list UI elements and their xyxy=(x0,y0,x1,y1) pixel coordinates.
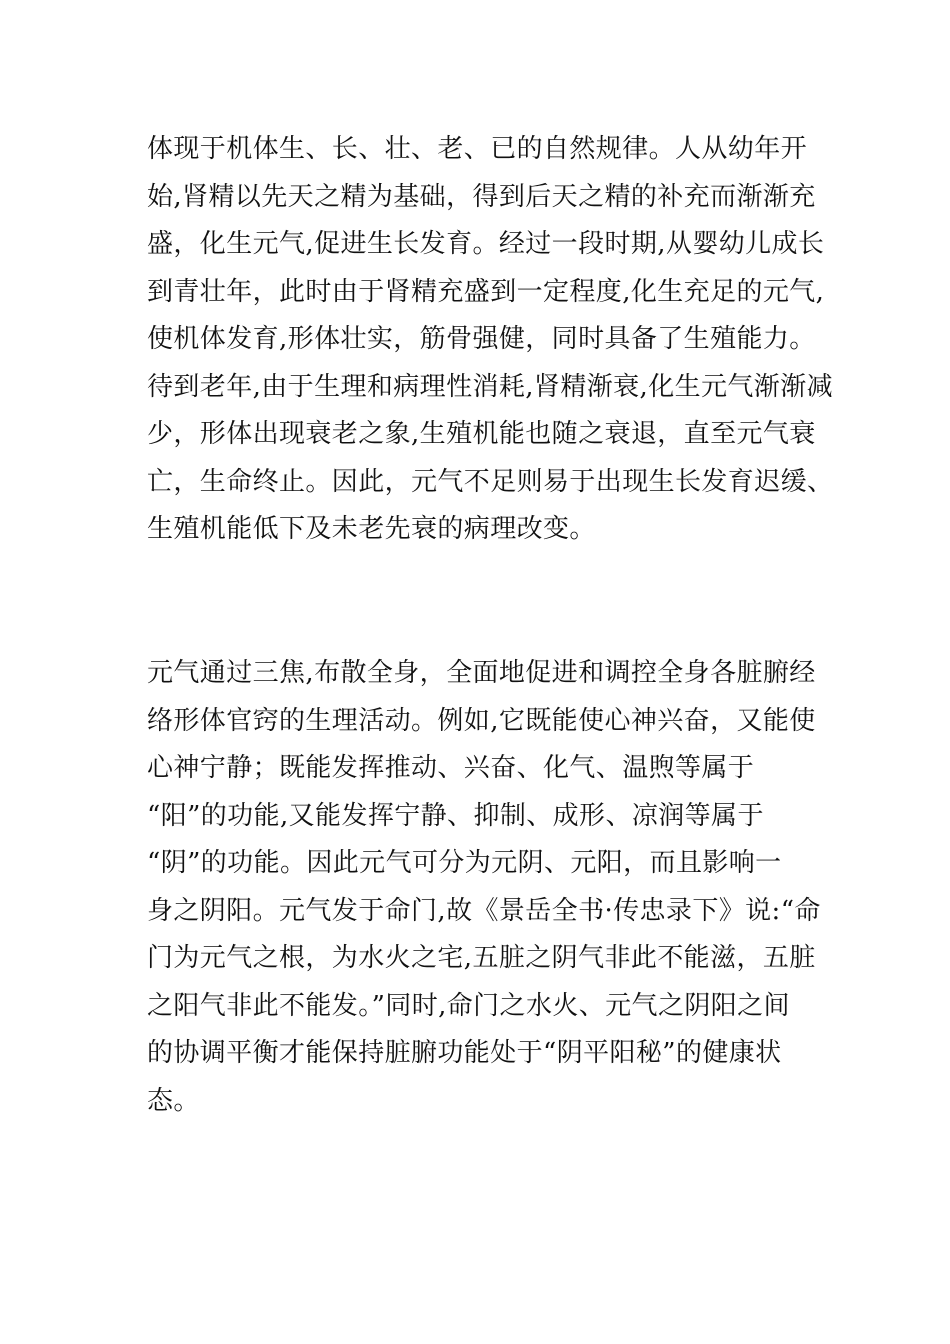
text-line: 元气通过三焦,布散全身，全面地促进和调控全身各脏腑经 xyxy=(147,658,816,688)
text-line: 心神宁静；既能发挥推动、兴奋、化气、温煦等属于 xyxy=(147,753,755,783)
paragraph-1 xyxy=(147,126,834,554)
text-line: “阴”的功能。因此元气可分为元阴、元阳，而且影响一 xyxy=(147,848,782,878)
text-line: 的协调平衡才能保持脏腑功能处于“阴平阳秘”的健康状 xyxy=(147,1038,782,1068)
text-line: 到青壮年，此时由于肾精充盛到一定程度,化生充足的元气, xyxy=(147,276,825,307)
text-line: 待到老年,由于生理和病理性消耗,肾精渐衰,化生元气渐渐减 xyxy=(147,371,833,402)
text-line: 使机体发育,形体壮实，筋骨强健，同时具备了生殖能力。 xyxy=(147,324,816,354)
text-line: 体现于机体生、长、壮、老、已的自然规律。人从幼年开 xyxy=(147,134,808,164)
text-line: 络形体官窍的生理活动。例如,它既能使心神兴奋，又能使 xyxy=(147,705,816,736)
text-line: 亡，生命终止。因此，元气不足则易于出现生长发育迟缓、 xyxy=(147,466,834,497)
text-line: 盛，化生元气,促进生长发育。经过一段时期,从婴幼儿成长 xyxy=(147,229,825,259)
text-line: 始,肾精以先天之精为基础，得到后天之精的补充而渐渐充 xyxy=(147,181,816,212)
text-line: 门为元气之根，为水火之宅,五脏之阴气非此不能滋，五脏 xyxy=(147,943,816,973)
paragraph-2 xyxy=(147,650,821,1125)
text-line: 少，形体出现衰老之象,生殖机能也随之衰退，直至元气衰 xyxy=(147,419,816,449)
text-line: 生殖机能低下及未老先衰的病理改变。 xyxy=(147,514,596,544)
text-line: 身之阴阳。元气发于命门,故《景岳全书·传忠录下》说:“命 xyxy=(147,895,821,926)
text-line: 之阳气非此不能发。”同时,命门之水火、元气之阴阳之间 xyxy=(147,990,790,1021)
text-line: 态。 xyxy=(147,1085,200,1116)
text-line: “阳”的功能,又能发挥宁静、抑制、成形、凉润等属于 xyxy=(147,800,764,831)
